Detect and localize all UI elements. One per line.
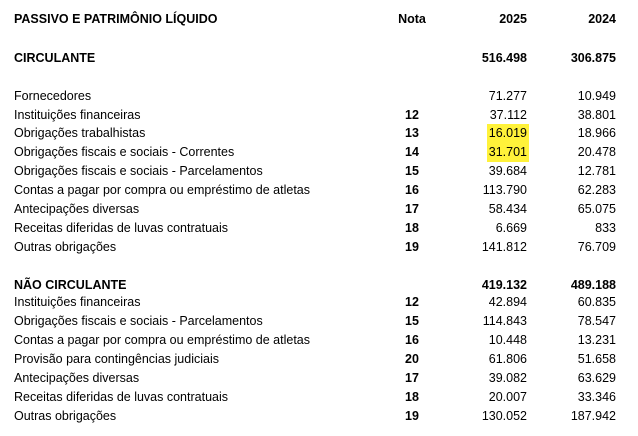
- row-value-2025: 71.277: [488, 89, 527, 103]
- row-label: Antecipações diversas: [14, 202, 140, 216]
- table-row: [0, 388, 638, 407]
- row-value-2024: 833: [595, 221, 616, 235]
- row-value-2024: 65.075: [577, 202, 616, 216]
- row-value-2025: 42.894: [488, 295, 527, 309]
- row-label: Outras obrigações: [14, 240, 117, 254]
- row-value-2025: 39.082: [488, 371, 527, 385]
- row-value-2024: 33.346: [577, 390, 616, 404]
- row-value-2024: 38.801: [577, 108, 616, 122]
- row-value-2024: 20.478: [577, 145, 616, 159]
- row-label: Instituições financeiras: [14, 295, 141, 309]
- highlighted-value-2025: 31.701: [487, 143, 529, 162]
- table-row: [0, 162, 638, 181]
- row-label: Outras obrigações: [14, 409, 117, 423]
- row-value-2025: 141.812: [481, 240, 527, 254]
- table-row: [0, 219, 638, 238]
- row-value-2024: 51.658: [577, 352, 616, 366]
- row-nota: 13: [405, 126, 419, 140]
- section-title: PASSIVO E PATRIMÔNIO LÍQUIDO: [14, 12, 218, 26]
- row-label: Contas a pagar por compra ou empréstimo de atletas: [14, 333, 310, 347]
- circulante-total-2025: 516.498: [481, 51, 527, 65]
- row-label: Receitas diferidas de luvas contratuais: [14, 221, 229, 235]
- row-value-2024: 60.835: [577, 295, 616, 309]
- row-nota: 12: [405, 295, 419, 309]
- circulante-label: CIRCULANTE: [14, 51, 96, 65]
- nota-header: Nota: [398, 12, 426, 26]
- row-value-2025: 6.669: [495, 221, 527, 235]
- row-value-2025: 58.434: [488, 202, 527, 216]
- row-value-2024: 76.709: [577, 240, 616, 254]
- row-nota: 19: [405, 409, 419, 423]
- row-nota: 15: [405, 314, 419, 328]
- row-nota: 17: [405, 371, 419, 385]
- row-nota: 18: [405, 390, 419, 404]
- table-row: [0, 238, 638, 257]
- table-row: [0, 293, 638, 312]
- row-label: Antecipações diversas: [14, 371, 140, 385]
- row-nota: 15: [405, 164, 419, 178]
- row-nota: 17: [405, 202, 419, 216]
- row-value-2024: 62.283: [577, 183, 616, 197]
- year-2024-header: 2024: [588, 12, 616, 26]
- nao-circulante-total-2024: 489.188: [570, 278, 616, 292]
- row-label: Contas a pagar por compra ou empréstimo de atletas: [14, 183, 310, 197]
- nao-circulante-label: NÃO CIRCULANTE: [14, 278, 127, 292]
- table-row: [0, 312, 638, 331]
- table-row: [0, 106, 638, 125]
- row-value-2024: 187.942: [570, 409, 616, 423]
- row-value-2025: 113.790: [482, 183, 527, 197]
- row-label: Provisão para contingências judiciais: [14, 352, 219, 366]
- row-label: Fornecedores: [14, 89, 92, 103]
- table-row: [0, 181, 638, 200]
- highlighted-value-2025: 16.019: [487, 124, 529, 143]
- row-value-2025: 20.007: [488, 390, 527, 404]
- row-value-2025: 61.806: [488, 352, 527, 366]
- row-label: Instituições financeiras: [14, 108, 141, 122]
- row-value-2024: 18.966: [577, 126, 616, 140]
- row-value-2025: 37.112: [489, 108, 527, 122]
- row-value-2025: 10.448: [488, 333, 527, 347]
- row-label: Obrigações fiscais e sociais - Parcelamentos: [14, 314, 263, 328]
- row-value-2025: 39.684: [488, 164, 527, 178]
- row-label: Receitas diferidas de luvas contratuais: [14, 390, 229, 404]
- row-nota: 16: [405, 333, 419, 347]
- year-2025-header: 2025: [499, 12, 527, 26]
- row-nota: 12: [405, 108, 419, 122]
- row-value-2025: 130.052: [481, 409, 527, 423]
- nao-circulante-total-2025: 419.132: [481, 278, 527, 292]
- table-row: [0, 350, 638, 369]
- table-row: [0, 124, 638, 143]
- row-value-2024: 63.629: [577, 371, 616, 385]
- row-nota: 19: [405, 240, 419, 254]
- row-nota: 18: [405, 221, 419, 235]
- table-row: [0, 407, 638, 426]
- table-row: [0, 87, 638, 106]
- row-nota: 16: [405, 183, 419, 197]
- table-row: [0, 143, 638, 162]
- table-row: [0, 200, 638, 219]
- row-value-2025: 114.843: [482, 314, 527, 328]
- table-row: [0, 369, 638, 388]
- circulante-total-2024: 306.875: [570, 51, 616, 65]
- row-nota: 20: [405, 352, 419, 366]
- row-label: Obrigações fiscais e sociais - Parcelamentos: [14, 164, 263, 178]
- row-value-2024: 12.781: [577, 164, 616, 178]
- row-value-2024: 78.547: [577, 314, 616, 328]
- row-value-2024: 10.949: [577, 89, 616, 103]
- table-row: [0, 331, 638, 350]
- row-value-2024: 13.231: [577, 333, 616, 347]
- row-label: Obrigações trabalhistas: [14, 126, 146, 140]
- row-nota: 14: [405, 145, 419, 159]
- table-header: [0, 10, 638, 29]
- row-label: Obrigações fiscais e sociais - Correntes: [14, 145, 235, 159]
- circulante-total-row: [0, 49, 638, 68]
